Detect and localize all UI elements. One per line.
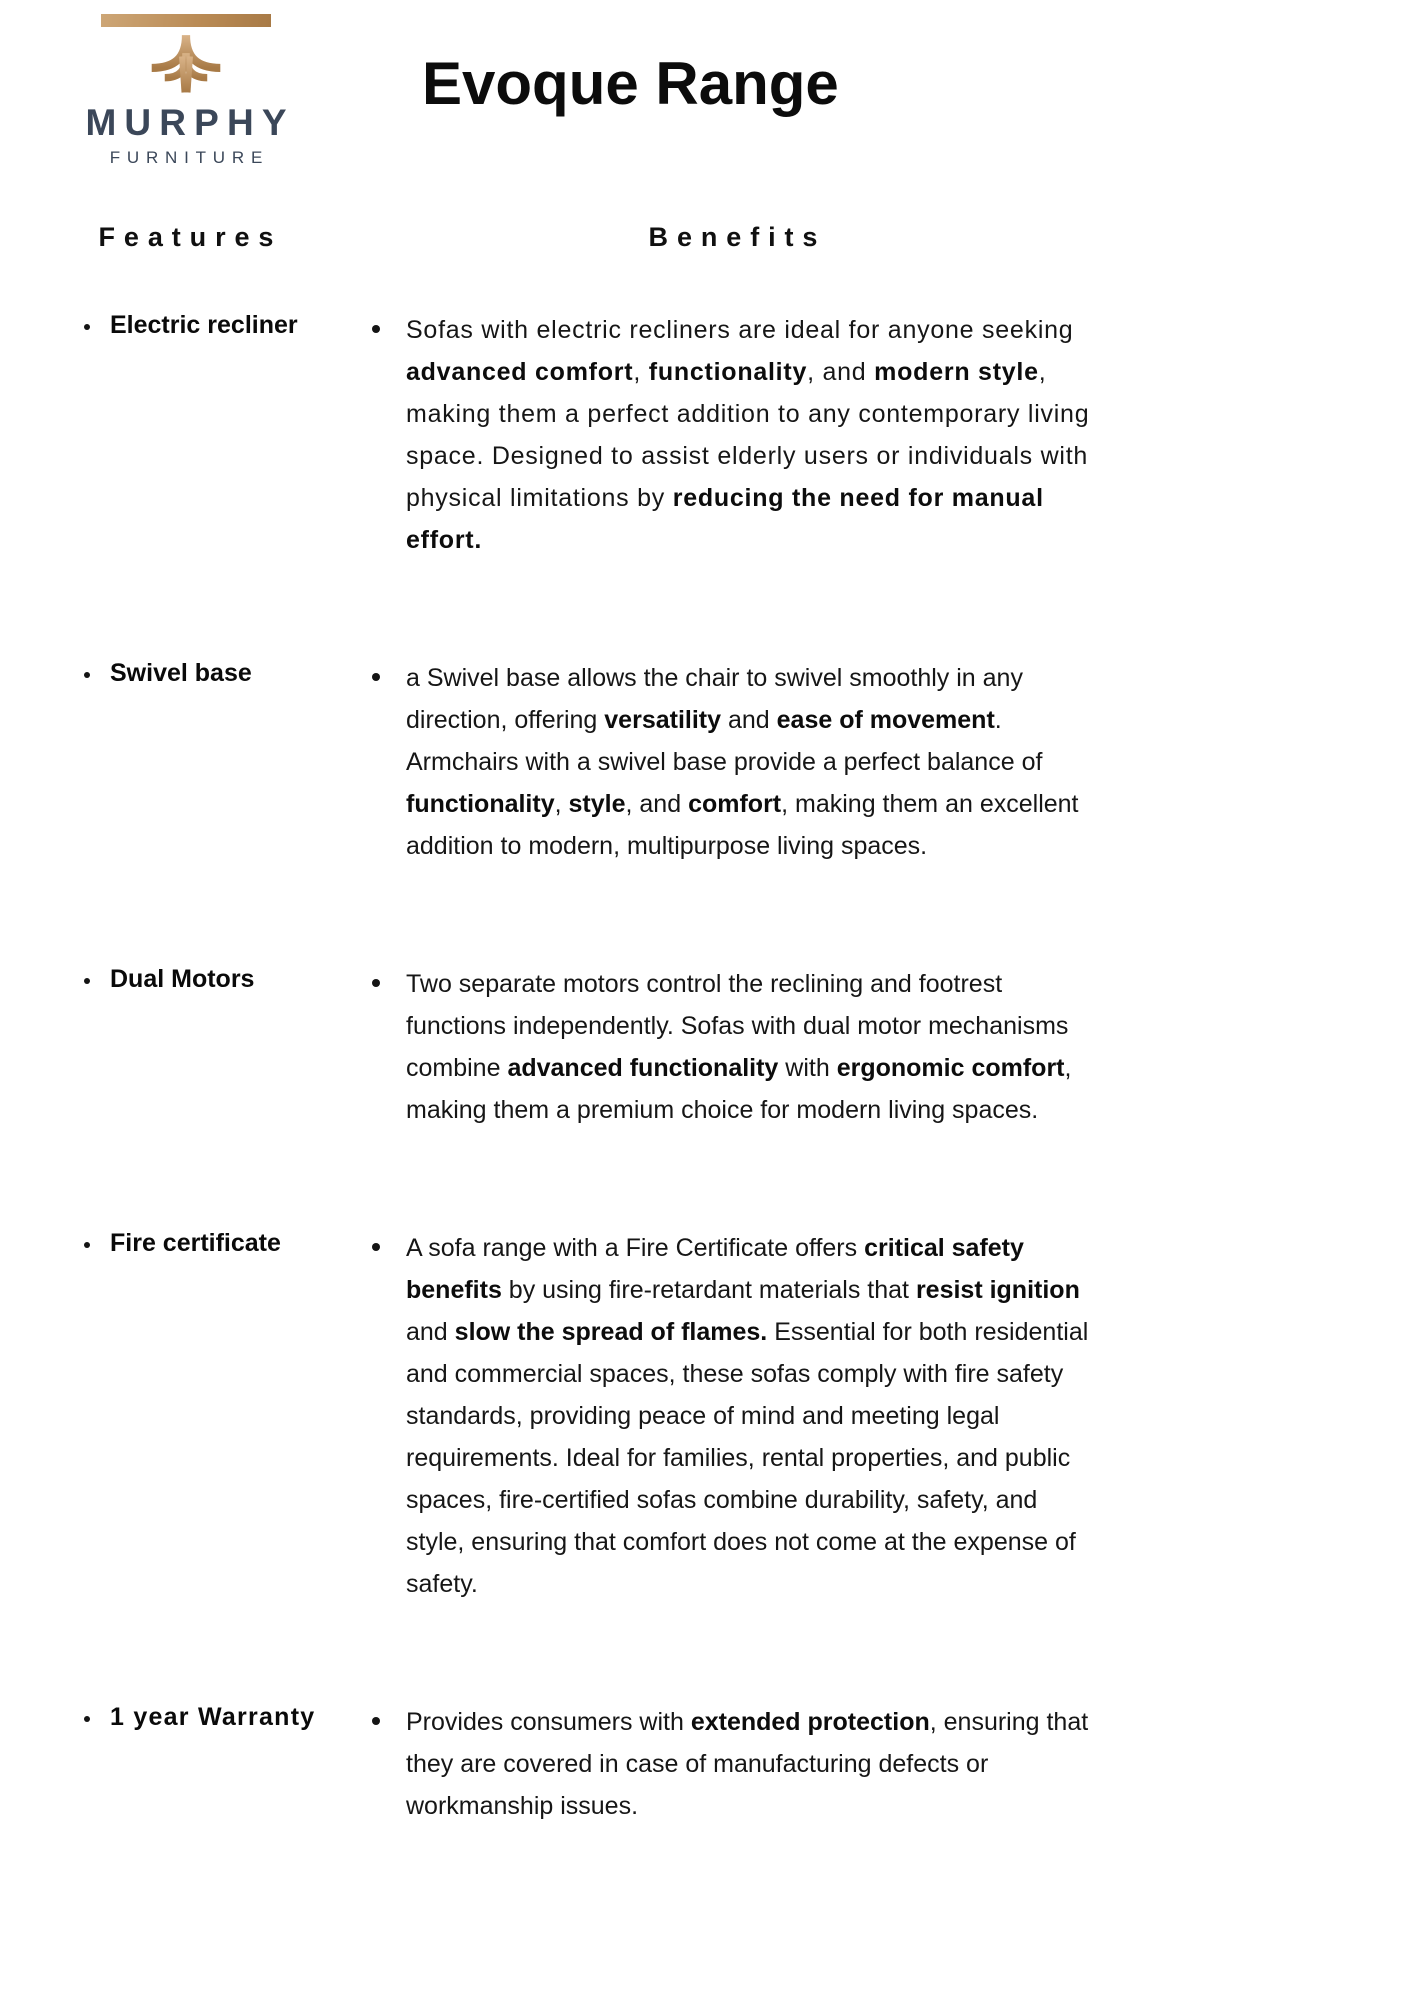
feature-benefit-row xyxy=(0,1701,1414,1827)
feature-label: Dual Motors xyxy=(110,965,255,993)
benefit-cell xyxy=(372,657,1096,867)
feature-benefit-row xyxy=(0,309,1414,561)
benefit-text: a Swivel base allows the chair to swivel smoothly in any direction, offering versatility and ease of movement. Armchairs with a swivel base provide a perfect balance of functionality, style, and comfort, making them an excellent addition to modern, multipurpose living spaces. xyxy=(406,664,1079,860)
bullet-icon xyxy=(84,1716,90,1722)
feature-cell xyxy=(0,1701,372,1827)
benefit-cell xyxy=(372,963,1096,1131)
feature-label: 1 year Warranty xyxy=(110,1703,316,1731)
feature-cell xyxy=(0,657,372,867)
brand-emblem-icon xyxy=(137,30,235,101)
benefit-text: Two separate motors control the reclining and footrest functions independently. Sofas with dual motor mechanisms combine advanced functionality with ergonomic comfort, making them a premium choice for modern living spaces. xyxy=(406,970,1072,1124)
logo-top-bar xyxy=(101,14,271,27)
benefit-text: A sofa range with a Fire Certificate offers critical safety benefits by using fire-retardant materials that resist ignition and slow the spread of flames. Essential for both residential and commercial spaces, these sofas comply with fire safety standards, providing peace of mind and meeting legal requirements. Ideal for families, rental properties, and public spaces, fire-certified sofas combine durability, safety, and style, ensuring that comfort does not come at the expense of safety. xyxy=(406,1234,1089,1598)
feature-label: Electric recliner xyxy=(110,311,298,339)
feature-cell xyxy=(0,309,372,561)
benefit-cell xyxy=(372,309,1096,561)
bullet-icon xyxy=(84,324,90,330)
bullet-icon xyxy=(372,325,380,333)
rows xyxy=(0,309,1414,1827)
feature-benefit-row xyxy=(0,657,1414,867)
bullet-icon xyxy=(372,1243,380,1251)
brand-logo xyxy=(0,14,372,168)
feature-label: Swivel base xyxy=(110,659,252,687)
bullet-icon xyxy=(372,1717,380,1725)
benefits-heading: Benefits xyxy=(648,222,827,252)
benefit-text: Provides consumers with extended protection, ensuring that they are covered in case of manufacturing defects or workmanship issues. xyxy=(406,1708,1089,1820)
feature-cell xyxy=(0,963,372,1131)
bullet-icon xyxy=(372,673,380,681)
bullet-icon xyxy=(84,1242,90,1248)
benefit-cell xyxy=(372,1701,1096,1827)
feature-cell xyxy=(0,1227,372,1605)
benefit-text: Sofas with electric recliners are ideal for anyone seeking advanced comfort, functionality, and modern style, making them a perfect addition to any contemporary living space. Designed to assist elderly users or individuals with physical limitations by reducing the need for manual effort. xyxy=(406,316,1090,554)
features-heading: Features xyxy=(98,222,283,252)
feature-label: Fire certificate xyxy=(110,1229,281,1257)
benefit-cell xyxy=(372,1227,1096,1605)
bullet-icon xyxy=(84,978,90,984)
column-headings xyxy=(0,222,1414,253)
feature-benefit-row xyxy=(0,963,1414,1131)
page-header xyxy=(0,0,1414,168)
brand-name: MURPHY xyxy=(85,102,295,143)
feature-benefit-row xyxy=(0,1227,1414,1605)
bullet-icon xyxy=(84,672,90,678)
bullet-icon xyxy=(372,979,380,987)
page-title: Evoque Range xyxy=(422,50,839,117)
brand-subtitle: FURNITURE xyxy=(109,148,270,167)
